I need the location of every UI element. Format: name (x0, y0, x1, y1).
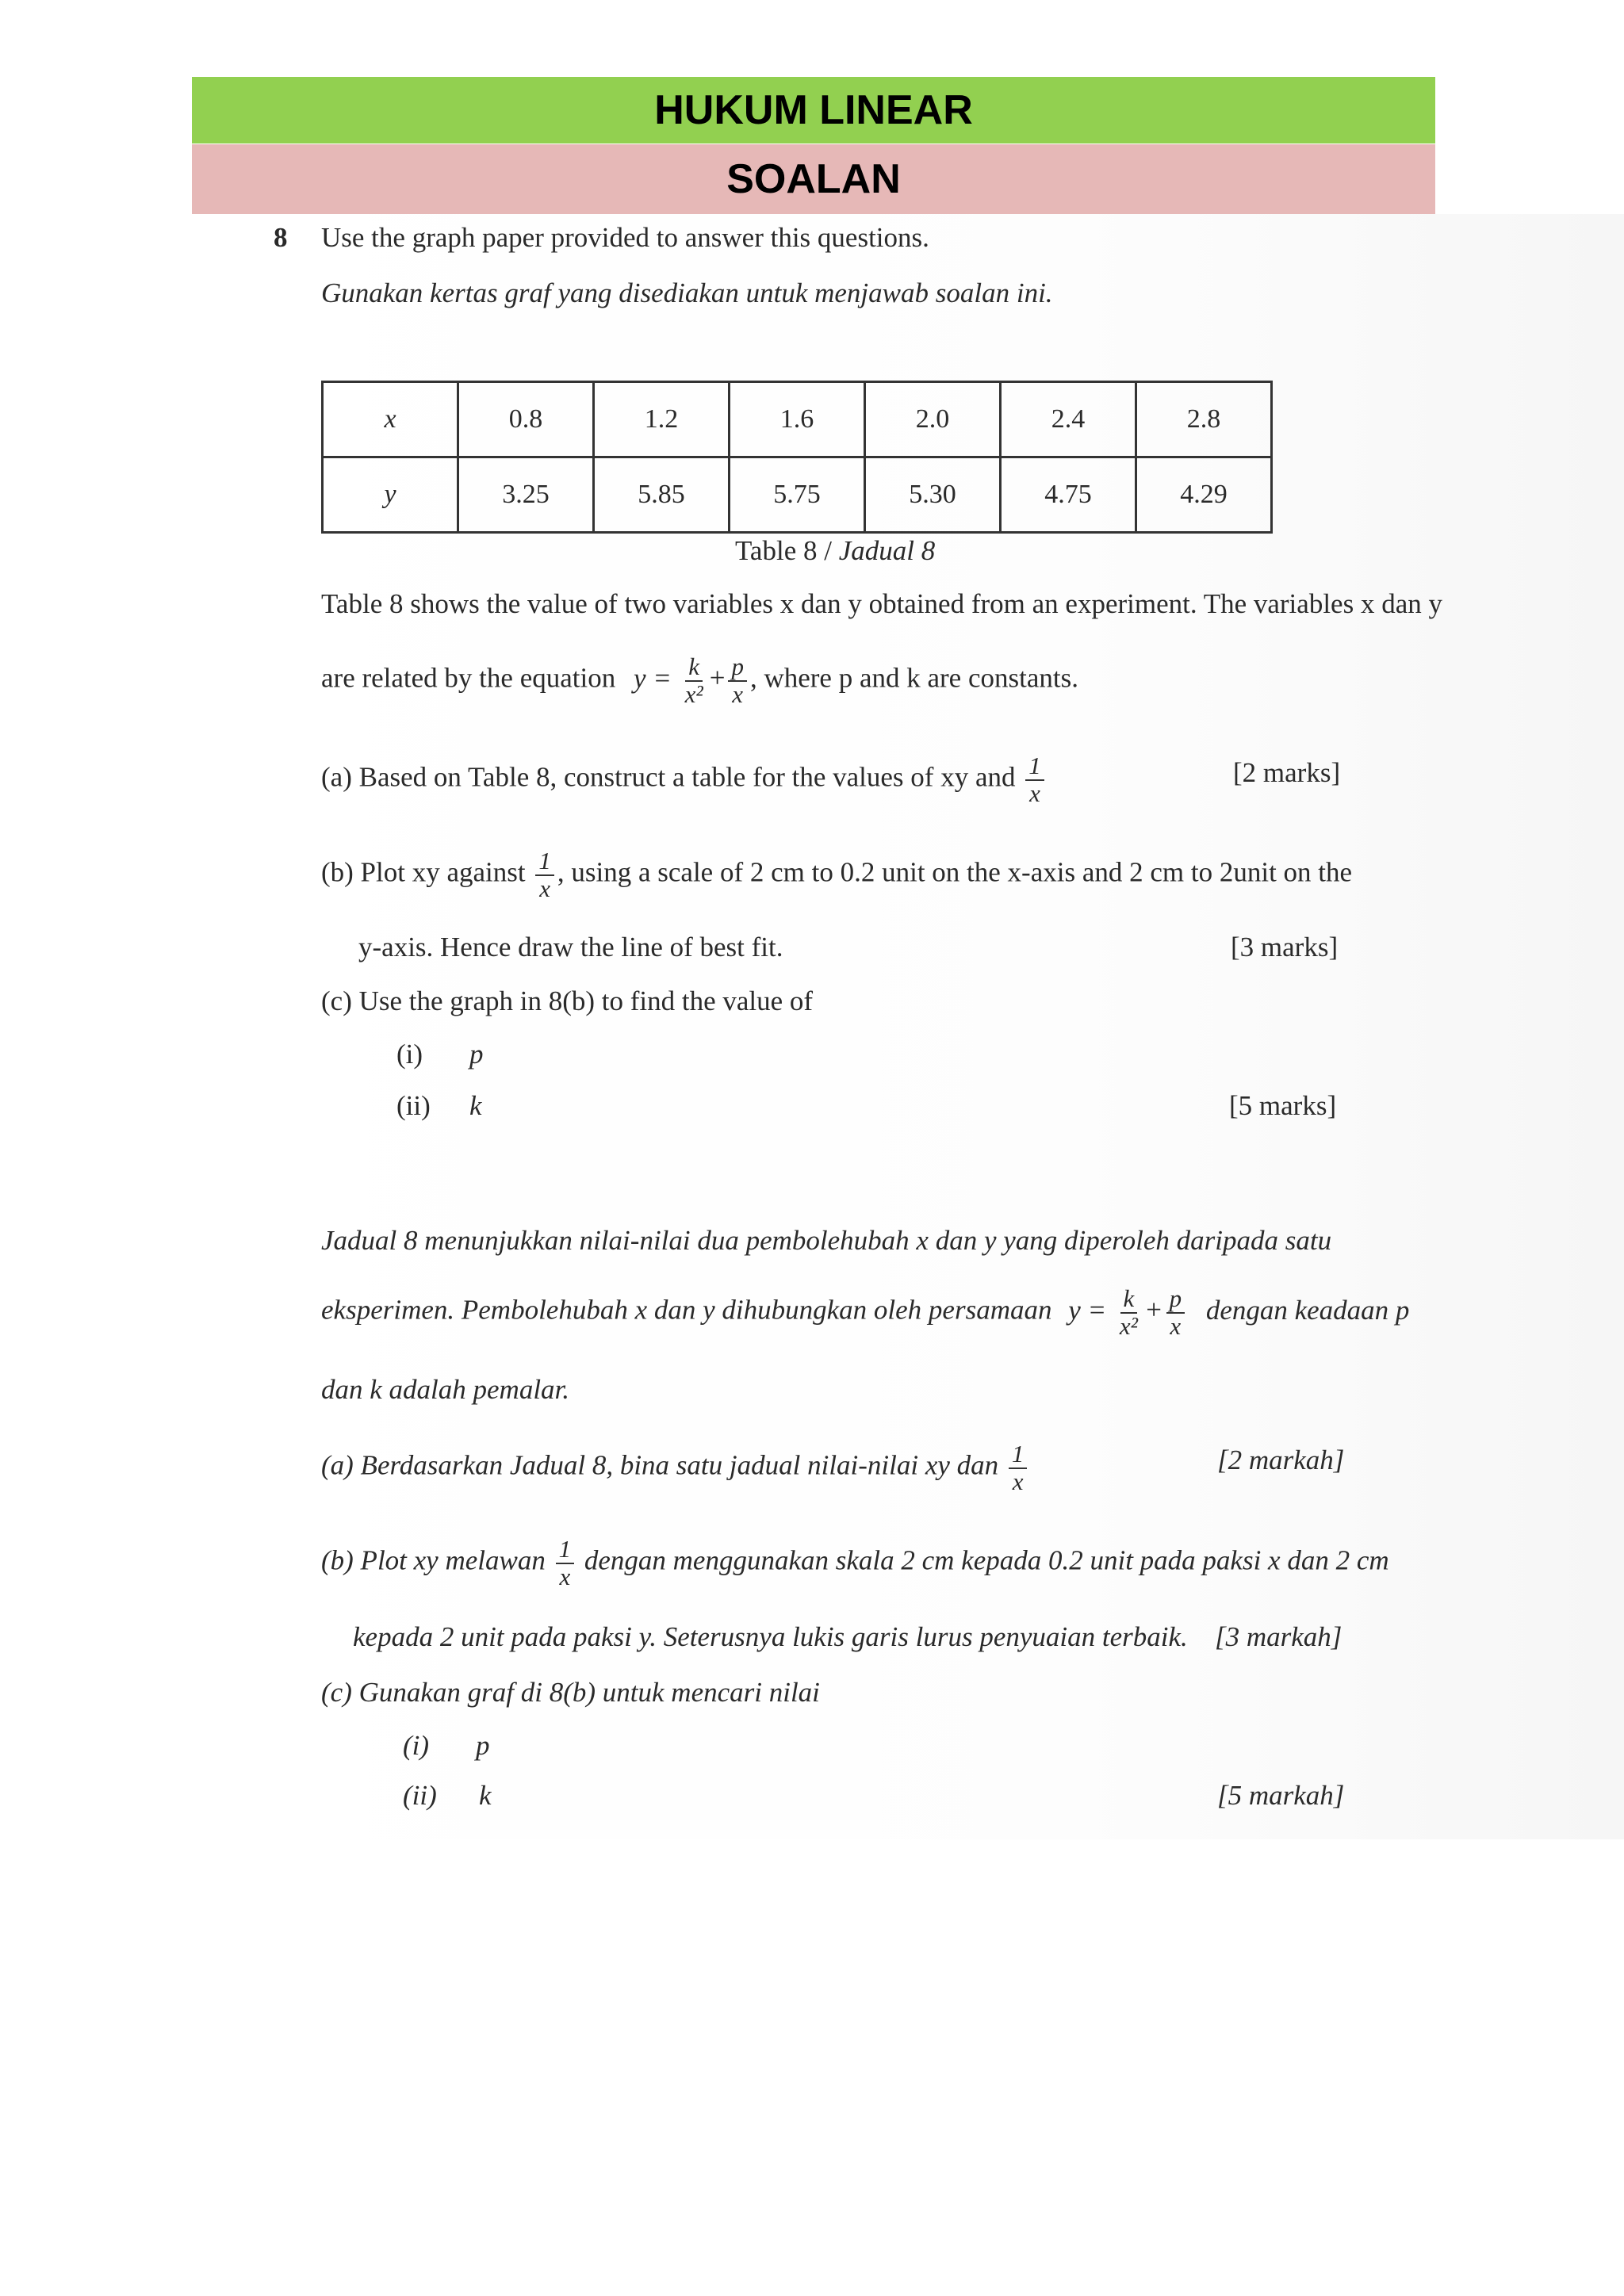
fraction-one-over-x: $\frac{1}{x}$ (556, 1536, 575, 1590)
data-table (321, 381, 1273, 534)
english-part-c-ii-var: k (469, 1090, 482, 1121)
english-part-b: (b) Plot xy against $\frac{1}{x}$ , using a scale of 2 cm to 0.2 unit on the x-axis and 2 cm to 2unit on the (321, 847, 1353, 902)
malay-part-a: (a) Berdasarkan Jadual 8, bina satu jadual nilai-nilai xy dan $\frac{1}{x}$ (321, 1441, 1030, 1494)
english-part-b-line2: y-axis. Hence draw the line of best fit. (358, 932, 783, 962)
english-part-a-marks: [2 marks] (1233, 757, 1341, 788)
fraction-p-over-x: $\frac{p}{x}$ (728, 654, 747, 707)
table-cell: 3.25 (458, 457, 594, 533)
fraction-p-over-x: $\frac{p}{x}$ (1166, 1286, 1185, 1339)
subtitle-banner (192, 144, 1435, 214)
table-cell: 5.30 (865, 457, 1001, 533)
malay-paragraph-3: dan k adalah pemalar. (321, 1374, 570, 1405)
malay-part-c-ii-label: (ii) (403, 1780, 437, 1811)
table-cell: 4.29 (1136, 457, 1272, 533)
table-cell: 5.75 (730, 457, 865, 533)
malay-part-c: (c) Gunakan graf di 8(b) untuk mencari nilai (321, 1677, 820, 1708)
page-subtitle: SOALAN (726, 156, 901, 202)
table-caption: Table 8 / Jadual 8 (735, 535, 936, 566)
table-cell: 1.2 (594, 382, 730, 457)
fraction-one-over-x: $\frac{1}{x}$ (1025, 753, 1044, 806)
english-paragraph-2: are related by the equation y = $\frac{k}{\text{x²}}$ + $\frac{p}{x}$ , where p and k are constants. (321, 652, 1078, 708)
table-row-y (323, 457, 1272, 533)
malay-part-b: (b) Plot xy melawan $\frac{1}{x}$ dengan menggunakan skala 2 cm kepada 0.2 unit pada paksi x dan 2 cm (321, 1535, 1389, 1590)
malay-part-a-marks: [2 markah] (1217, 1445, 1345, 1475)
table-cell: 2.8 (1136, 382, 1272, 457)
intro-english: Use the graph paper provided to answer this questions. (321, 222, 929, 253)
fraction-one-over-x: $\frac{1}{x}$ (535, 848, 554, 901)
table-cell: 2.0 (865, 382, 1001, 457)
table-cell: 2.4 (1001, 382, 1136, 457)
malay-part-c-i-label: (i) (403, 1730, 430, 1761)
table-cell: 4.75 (1001, 457, 1136, 533)
malay-paragraph-2: eksperimen. Pembolehubah x dan y dihubungkan oleh persamaan y = $\frac{k}{\text{x²}}$ + $\frac{p}{x}$ dengan keadaan p (321, 1284, 1410, 1340)
table-cell: 1.6 (730, 382, 865, 457)
malay-part-b-marks: [3 markah] (1215, 1621, 1342, 1652)
page-title: HUKUM LINEAR (654, 87, 973, 133)
title-banner (192, 77, 1435, 144)
fraction-one-over-x: $\frac{1}{x}$ (1009, 1441, 1028, 1494)
english-part-c-i-var: p (469, 1039, 484, 1070)
english-part-b-marks: [3 marks] (1231, 932, 1339, 962)
question-number: 8 (274, 222, 288, 253)
malay-part-b-line2: kepada 2 unit pada paksi y. Seterusnya lukis garis lurus penyuaian terbaik. (353, 1621, 1188, 1652)
malay-part-c-marks: [5 markah] (1217, 1780, 1345, 1811)
english-part-a: (a) Based on Table 8, construct a table for the values of xy and $\frac{1}{x}$ (321, 753, 1048, 806)
malay-part-c-ii-var: k (479, 1780, 492, 1811)
malay-paragraph-1: Jadual 8 menunjukkan nilai-nilai dua pembolehubah x dan y yang diperoleh daripada satu (321, 1225, 1332, 1256)
fraction-k-over-x2: $\frac{k}{\text{x²}}$ (684, 652, 703, 708)
intro-malay: Gunakan kertas graf yang disediakan untuk menjawab soalan ini. (321, 277, 1053, 308)
english-part-c-marks: [5 marks] (1229, 1090, 1337, 1121)
english-part-c-ii-label: (ii) (396, 1090, 431, 1121)
table-cell: 5.85 (594, 457, 730, 533)
table-cell: y (323, 457, 458, 533)
english-part-c-i-label: (i) (396, 1039, 423, 1070)
english-paragraph-1: Table 8 shows the value of two variables x dan y obtained from an experiment. The variables x dan y (321, 588, 1442, 619)
table-cell: 0.8 (458, 382, 594, 457)
english-part-c: (c) Use the graph in 8(b) to find the value of (321, 985, 814, 1016)
table-cell: x (323, 382, 458, 457)
fraction-k-over-x2: $\frac{k}{\text{x²}}$ (1119, 1284, 1138, 1340)
malay-part-c-i-var: p (476, 1730, 490, 1761)
table-row-x (323, 382, 1272, 457)
